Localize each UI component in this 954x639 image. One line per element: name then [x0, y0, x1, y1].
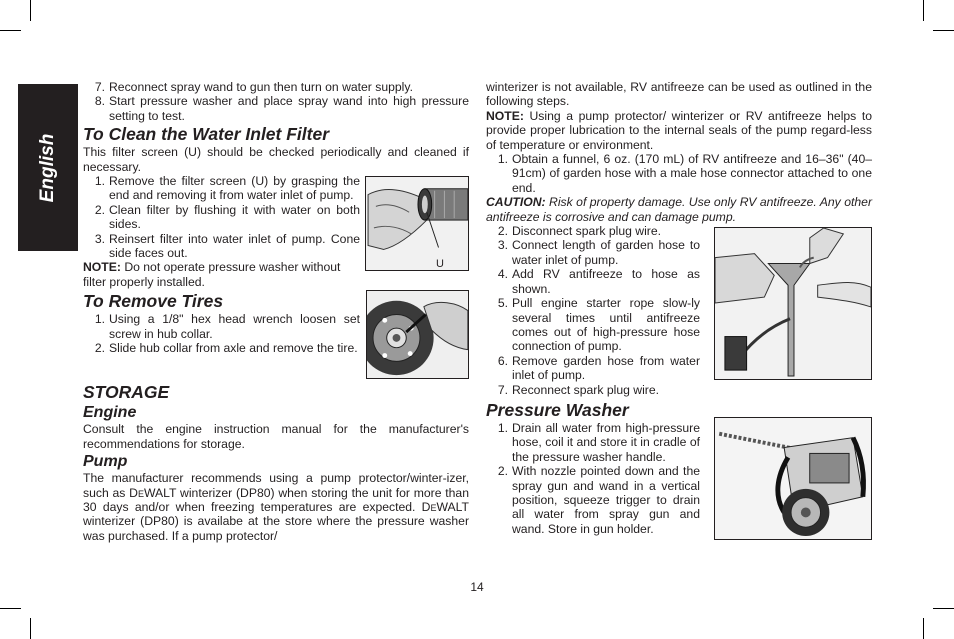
- step-number: 3.: [94, 231, 105, 246]
- step-text: Clean filter by flushing it with water on both sides.: [109, 202, 360, 232]
- list-item: [83, 341, 360, 355]
- filter-figure: [365, 176, 469, 271]
- step-text: Reconnect spark plug wire.: [512, 382, 659, 397]
- remove-tires-text: [83, 290, 360, 379]
- clean-filter-block: [83, 174, 469, 289]
- tire-figure: [366, 290, 469, 379]
- crop-mark: [923, 0, 924, 21]
- pressure-washer-illustration: [715, 418, 871, 539]
- step-number: 1.: [497, 152, 508, 167]
- step-text: Reconnect spray wand to gun then turn on water supply.: [109, 80, 413, 94]
- pump-text-part: WALT winterizer (DP80) when storing the unit for more than 30 days and/or when freezing temperatures are expected. D: [83, 485, 469, 514]
- step-number: 7.: [497, 382, 508, 397]
- antifreeze-steps: [486, 224, 700, 397]
- step-text: Remove the filter screen (U) by grasping the end and removing it from water inlet of pump.: [109, 174, 360, 203]
- step-text: Start pressure washer and place spray wand into high pressure setting to test.: [109, 94, 469, 123]
- list-item: [486, 152, 872, 195]
- list-item: [486, 383, 700, 397]
- list-item: [83, 80, 469, 94]
- list-item: [486, 224, 700, 238]
- list-item: [486, 354, 700, 383]
- step-text: Pull engine starter rope slow-ly several times until antifreeze comes out of high-pressure hose connection of pump.: [512, 296, 700, 354]
- tire-illustration: [367, 291, 468, 378]
- step-text: Add RV antifreeze to hose as shown.: [512, 267, 700, 296]
- step-number: 2.: [497, 224, 508, 239]
- winterizer-continuation: winterizer is not available, RV antifreeze can be used as outlined in the following steps.: [486, 80, 872, 109]
- section-heading-remove-tires: To Remove Tires: [83, 291, 224, 312]
- clean-filter-steps: [83, 174, 360, 289]
- brand-letter: e: [430, 499, 437, 514]
- left-column: [83, 80, 469, 543]
- list-item: [83, 203, 360, 232]
- crop-mark: [923, 618, 924, 639]
- list-item: [83, 94, 469, 123]
- crop-mark: [933, 30, 954, 31]
- caution-text: [486, 195, 872, 224]
- list-item: [83, 312, 360, 341]
- pressure-washer-steps: [486, 421, 700, 540]
- step-number: 1.: [94, 174, 105, 189]
- list-item: [486, 464, 700, 536]
- pump-text-part: WALT winterizer (DP80) is availabe at the store where the pressure washer was purchased. If a pump protector/: [83, 499, 469, 543]
- note-text: Using a pump protector/ winterizer or RV antifreeze helps to provide proper lubrication to the internal seals of the pump regard-less of temperature or environment.: [486, 108, 873, 152]
- step-number: 7.: [94, 80, 105, 94]
- clean-filter-intro: This filter screen (U) should be checked periodically and cleaned if necessary.: [83, 145, 469, 174]
- antifreeze-block: [486, 224, 872, 397]
- note-label: NOTE:: [83, 260, 121, 275]
- language-tab-label: English: [37, 133, 58, 202]
- filter-note: [83, 260, 360, 289]
- step-text: Slide hub collar from axle and remove the tire.: [109, 341, 358, 356]
- pump-text: [83, 471, 469, 543]
- step-number: 2.: [94, 202, 105, 217]
- note-text: Do not operate pressure washer without filter properly installed.: [83, 260, 341, 289]
- antifreeze-illustration: [715, 228, 871, 379]
- section-heading-engine: Engine: [83, 404, 137, 422]
- pressure-washer-figure: [714, 417, 872, 540]
- antifreeze-figure: [714, 227, 872, 380]
- section-heading-storage: STORAGE: [83, 382, 170, 403]
- step-text: Reinsert filter into water inlet of pump. Cone side faces out.: [109, 231, 360, 261]
- step-number: 1.: [94, 312, 105, 327]
- engine-text: Consult the engine instruction manual for the manufacturer's recommendations for storage.: [83, 422, 469, 451]
- winterizer-note: [486, 109, 872, 152]
- step-text: Disconnect spark plug wire.: [512, 224, 662, 239]
- section-heading-pump: Pump: [83, 453, 128, 471]
- step-number: 2.: [497, 464, 508, 479]
- pump-text-part: The manufacturer recommends using a pump protector/winter-izer, such as D: [83, 471, 469, 500]
- note-label: NOTE:: [486, 108, 524, 123]
- caution-body: Risk of property damage. Use only RV antifreeze. Any other antifreeze is corrosive and can damage pump.: [486, 195, 873, 224]
- crop-mark: [30, 0, 31, 21]
- right-column: [486, 80, 872, 540]
- step-number: 3.: [497, 238, 508, 253]
- language-tab: [18, 84, 78, 251]
- crop-mark: [933, 608, 954, 609]
- figure-label-u: U: [436, 258, 444, 271]
- list-item: [83, 174, 360, 203]
- step-number: 1.: [497, 420, 508, 435]
- section-heading-pressure-washer: Pressure Washer: [486, 399, 629, 420]
- crop-mark: [0, 608, 21, 609]
- caution-label: CAUTION:: [486, 195, 546, 210]
- step-number: 8.: [94, 94, 105, 109]
- crop-mark: [30, 618, 31, 639]
- step-number: 6.: [497, 353, 508, 368]
- crop-mark: [0, 30, 21, 31]
- list-item: [486, 296, 700, 354]
- list-item: [83, 232, 360, 261]
- step-text: Using a 1/8" hex head wrench loosen set screw in hub collar.: [109, 312, 360, 341]
- step-number: 2.: [94, 341, 105, 356]
- list-item: [486, 421, 700, 464]
- step-number: 4.: [497, 267, 508, 282]
- section-heading-clean-filter: To Clean the Water Inlet Filter: [83, 124, 330, 145]
- pressure-washer-block: [486, 421, 872, 540]
- step-text: Connect length of garden hose to water inlet of pump.: [512, 238, 700, 267]
- step-text: Drain all water from high-pressure hose, coil it and store it in cradle of the pressure washer handle.: [512, 420, 700, 464]
- step-text: With nozzle pointed down and the spray gun and wand in a vertical position, squeeze trigger to drain all water from spray gun and wand. Store in gun holder.: [512, 464, 700, 536]
- brand-letter: e: [137, 485, 144, 500]
- list-item: [486, 238, 700, 267]
- page-number: 14: [470, 580, 484, 594]
- step-text: Remove garden hose from water inlet of pump.: [512, 353, 700, 383]
- list-item: [486, 267, 700, 296]
- remove-tires-block: [83, 290, 469, 379]
- step-text: Obtain a funnel, 6 oz. (170 mL) of RV antifreeze and 16–36" (40–91cm) of garden hose with a male hose connector attached to one end.: [512, 152, 872, 195]
- filter-illustration: [366, 177, 468, 270]
- step-number: 5.: [497, 296, 508, 311]
